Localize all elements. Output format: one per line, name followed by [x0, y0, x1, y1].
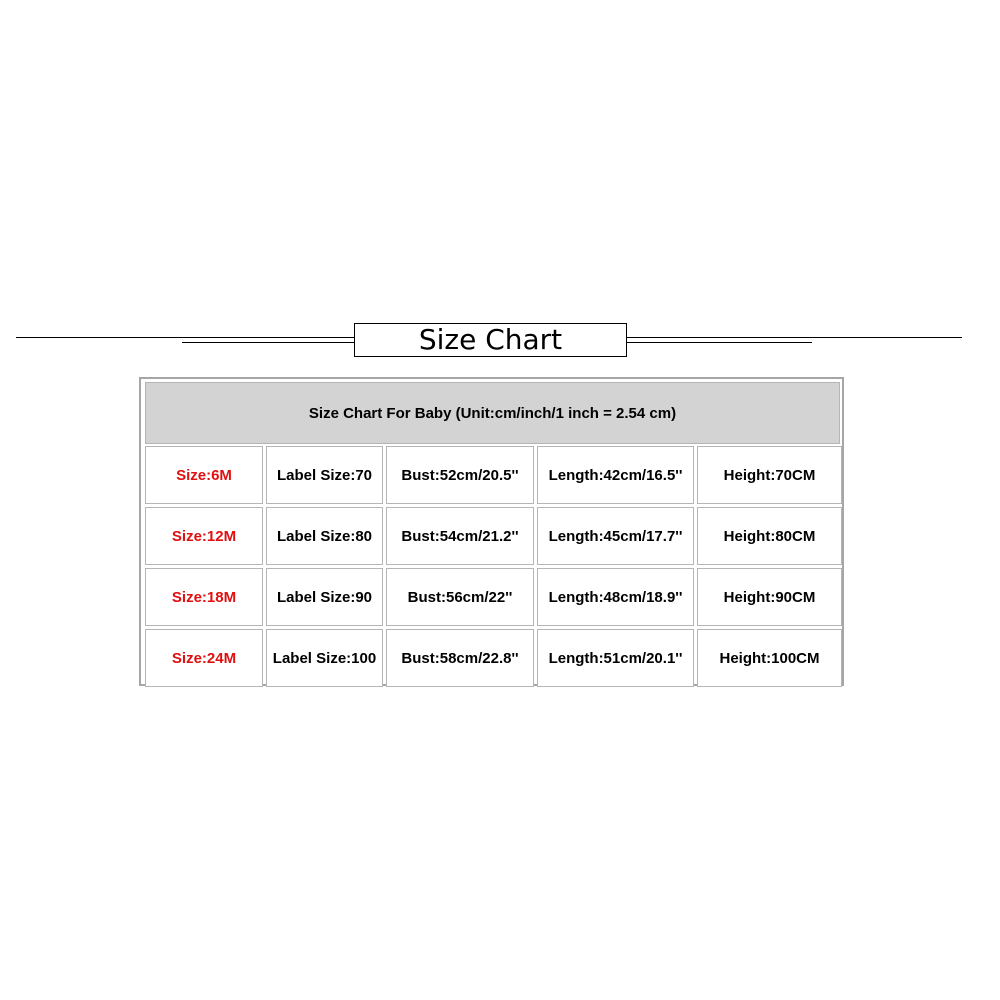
label-size-cell: Label Size:100: [266, 629, 383, 687]
height-cell: Height:70CM: [697, 446, 842, 504]
label-size-cell: Label Size:90: [266, 568, 383, 626]
label-size-cell: Label Size:70: [266, 446, 383, 504]
title-line-left-short: [182, 342, 354, 343]
size-chart-table: [139, 377, 844, 686]
size-cell: Size:18M: [145, 568, 263, 626]
title-line-right-short: [627, 342, 812, 343]
size-cell: Size:6M: [145, 446, 263, 504]
label-size-cell: Label Size:80: [266, 507, 383, 565]
title-line-left-long: [16, 337, 354, 338]
bust-cell: Bust:52cm/20.5'': [386, 446, 534, 504]
bust-cell: Bust:54cm/21.2'': [386, 507, 534, 565]
page-title: Size Chart: [418, 323, 563, 356]
bust-cell: Bust:58cm/22.8'': [386, 629, 534, 687]
height-cell: Height:100CM: [697, 629, 842, 687]
table-body: [145, 446, 840, 687]
bust-cell: Bust:56cm/22'': [386, 568, 534, 626]
title-line-right-long: [627, 337, 962, 338]
length-cell: Length:51cm/20.1'': [537, 629, 694, 687]
size-cell: Size:24M: [145, 629, 263, 687]
title-box: [354, 323, 627, 357]
length-cell: Length:42cm/16.5'': [537, 446, 694, 504]
length-cell: Length:45cm/17.7'': [537, 507, 694, 565]
height-cell: Height:90CM: [697, 568, 842, 626]
height-cell: Height:80CM: [697, 507, 842, 565]
length-cell: Length:48cm/18.9'': [537, 568, 694, 626]
size-cell: Size:12M: [145, 507, 263, 565]
table-header: Size Chart For Baby (Unit:cm/inch/1 inch = 2.54 cm): [145, 382, 840, 444]
